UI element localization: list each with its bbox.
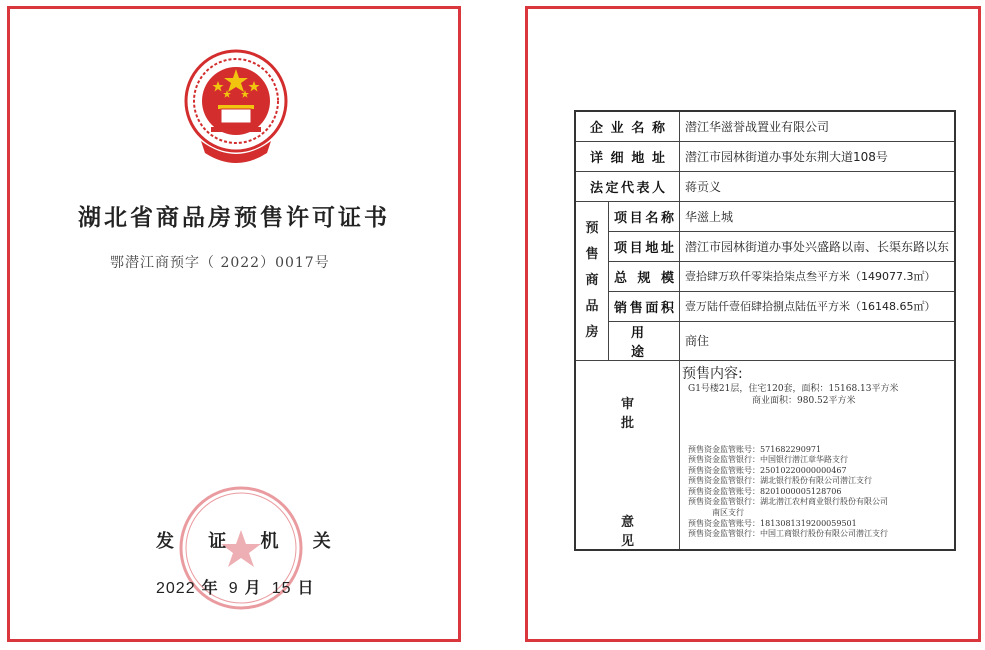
table-row bbox=[575, 291, 955, 321]
project-address-value: 潜江市园林街道办事处兴盛路以南、长渠东路以东 bbox=[680, 231, 956, 261]
table-row bbox=[575, 201, 955, 231]
total-scale-label: 总 规 模 bbox=[609, 261, 680, 291]
address-value: 潜江市园林街道办事处东荆大道108号 bbox=[680, 141, 956, 171]
supervision-account-line: 南区支行 bbox=[712, 508, 745, 518]
company-name-value: 潜江华滋誉战置业有限公司 bbox=[680, 111, 956, 141]
issuing-authority-label: 发 证 机 关 bbox=[156, 531, 345, 552]
approval-label-bottom: 意见 bbox=[621, 514, 675, 549]
sales-area-value: 壹万陆仟壹佰肆拾捌点陆伍平方米（16148.65㎡） bbox=[680, 291, 956, 321]
usage-label: 用途 bbox=[609, 321, 680, 360]
presale-content-title: 预售内容: bbox=[682, 365, 743, 382]
table-row bbox=[575, 261, 955, 291]
project-name-label: 项目名称 bbox=[609, 201, 680, 231]
day-unit: 日 bbox=[297, 578, 314, 597]
company-name-label: 企业名称 bbox=[575, 111, 680, 141]
presale-group-label: 预 售 商 品 房 bbox=[575, 201, 609, 360]
total-scale-value: 壹拾肆万玖仟零柒拾柒点叁平方米（149077.3㎡） bbox=[680, 261, 956, 291]
supervision-account-line: 预售资金监管银行：湖北银行股份有限公司潜江支行 bbox=[688, 476, 873, 486]
approval-label-top: 审批 bbox=[621, 396, 675, 431]
supervision-account-line: 预售资金监管账号：1813081319200059501 bbox=[688, 518, 857, 528]
supervision-account-line: 预售资金监管账号：571682290971 bbox=[688, 444, 822, 454]
table-row bbox=[575, 360, 955, 550]
supervision-account-line: 预售资金监管银行：中国银行潜江章华路支行 bbox=[688, 455, 849, 465]
issue-year: 2022 bbox=[156, 580, 196, 597]
certificate-title: 湖北省商品房预售许可证书 bbox=[78, 205, 390, 231]
month-unit: 月 bbox=[244, 578, 261, 597]
approval-content bbox=[680, 360, 956, 550]
project-address-label: 项目地址 bbox=[609, 231, 680, 261]
table-row bbox=[575, 171, 955, 201]
national-emblem-icon bbox=[183, 49, 289, 169]
issue-day: 15 bbox=[271, 580, 292, 597]
table-row bbox=[575, 321, 955, 360]
supervision-account-line: 预售资金监管银行：湖北潜江农村商业银行股份有限公司 bbox=[688, 497, 889, 507]
supervision-account-line: 预售资金监管账号：8201000005128706 bbox=[688, 486, 842, 496]
presale-content-line: 商业面积：980.52平方米 bbox=[752, 395, 856, 406]
certificate-number: 鄂潜江商预字（ 2022）0017号 bbox=[110, 255, 330, 271]
supervision-account-line: 预售资金监管银行：中国工商银行股份有限公司潜江支行 bbox=[688, 529, 889, 539]
issue-date bbox=[156, 575, 320, 598]
table-row bbox=[575, 141, 955, 171]
legal-rep-label: 法定代表人 bbox=[575, 171, 680, 201]
table-row bbox=[575, 111, 955, 141]
certificate-cover-page bbox=[7, 6, 461, 642]
approval-opinion-label bbox=[575, 360, 680, 550]
usage-value: 商住 bbox=[680, 321, 956, 360]
year-unit: 年 bbox=[201, 578, 218, 597]
presale-content-line: G1号楼21层，住宅120套，面积：15168.13平方米 bbox=[688, 383, 899, 394]
issue-month: 9 bbox=[228, 580, 239, 597]
certificate-detail-page bbox=[525, 6, 981, 642]
legal-rep-value: 蒋贡义 bbox=[680, 171, 956, 201]
project-name-value: 华滋上城 bbox=[680, 201, 956, 231]
supervision-account-line: 预售资金监管账号：25010220000000467 bbox=[688, 465, 847, 475]
sales-area-label: 销售面积 bbox=[609, 291, 680, 321]
address-label: 详细地址 bbox=[575, 141, 680, 171]
table-row bbox=[575, 231, 955, 261]
certificate-info-table bbox=[574, 110, 956, 551]
